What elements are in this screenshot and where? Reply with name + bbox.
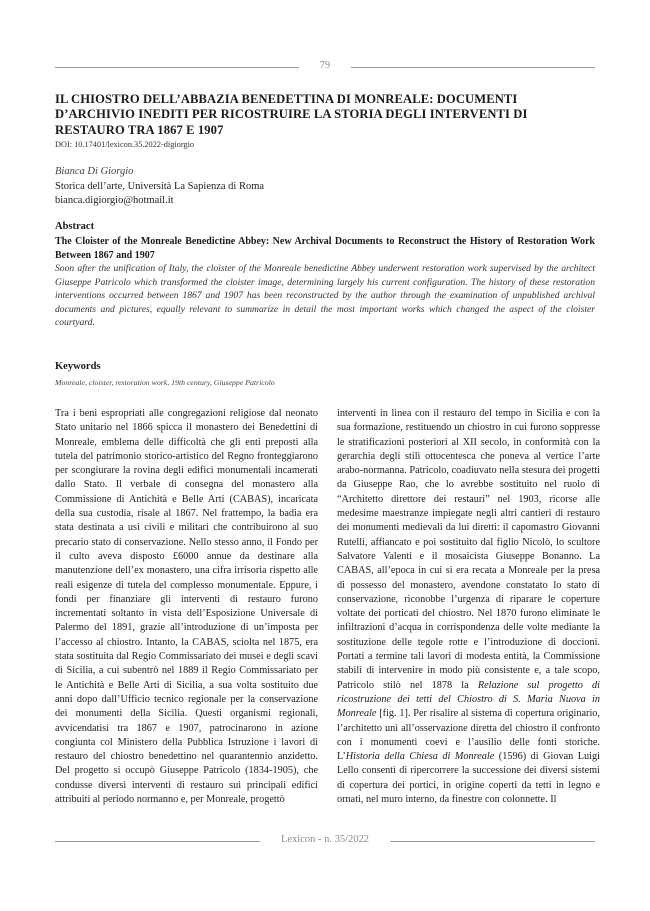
- cited-work-title: Historia della Chiesa di Monreale: [345, 751, 495, 763]
- body-text-segment: [fig. 1]. Per risalire al sistema di copertura originario, l’architetto unì all’osservazione diretta del chiostro il confronto con i monumenti coevi e l’ausilio delle fonti storiche. L’: [337, 708, 600, 763]
- author-affiliation: Storica dell’arte, Università La Sapienza di Roma: [55, 181, 265, 192]
- footer-rule-right: [390, 841, 595, 842]
- cited-work-title: Relazione sul progetto di ricostruzione dei tetti del Chiostro di S. Maria Nuova in Monreale: [337, 679, 600, 720]
- keywords-text: Monreale, cloister, restoration work, 19th century, Giuseppe Patricolo: [55, 378, 275, 387]
- keywords-heading: Keywords: [55, 361, 101, 372]
- abstract-title: The Cloister of the Monreale Benedictine Abbey: New Archival Documents to Reconstruct the History of Restoration Work Between 1867 and 1907: [55, 236, 595, 261]
- page-number: 79: [319, 60, 331, 71]
- header-rule-right: [351, 67, 595, 68]
- abstract-text: Soon after the unification of Italy, the cloister of the Monreale benedictine Abbey underwent restoration work supervised by the architect Giuseppe Patricolo which transformed the cloister image, determining largely his current configuration. The history of these restoration interventions occurred between 1867 and 1907 has been reconstructed by the author through the examination of unpublished archival documents and pictures, equally relevant to summarize in detail the most important works which changed the aspect of the cloister courtyard.: [55, 263, 595, 329]
- abstract-heading: Abstract: [55, 221, 95, 232]
- author-name: Bianca Di Giorgio: [55, 166, 134, 177]
- journal-footer: Lexicon - n. 35/2022: [280, 834, 370, 845]
- body-text-segment: interventi in linea con il restauro del tempo in Sicilia e con la sua formazione, restituendo un chiostro in cui furono soppresse le stratificazioni posteriori al XII secolo, in conformità con la gerarchia degli stili ottocentesca che poneva al vertice l’arte arabo-normanna. Patricolo, coadiuvato nella stesura dei progetti da Giuseppe Rao, che lo avrebbe sostituito nel ruolo di “Architetto direttore dei restauri” nel 1903, ricorse alle medesime maestranze impiegate negli altri cantieri di restauro dei monumenti medievali da lui diretti: il capomastro Giovanni Rutelli, affiancato e poi sostituito dal figlio Nicolò, lo scultore Salvatore Valenti e il mosaicista Giuseppe Bonanno. La CABAS, all’epoca in cui si era recata a Monreale per la presa di possesso del monastero, avendone constatato lo stato di conservazione, riconobbe l’urgenza di riparare le coperture voltate dei porticati del chiostro. Nel 1870 furono eliminate le infiltrazioni d’acqua in corrispondenza delle volte mediante la sostituzione delle tegole rotte e l’introduzione di doccioni. Portati a termine tali lavori di modesta entità, la Commissione stabilì di intervenire in modo più consistente e, a tale scopo, Patricolo stilò nel 1878 la: [337, 408, 600, 691]
- article-title: IL CHIOSTRO DELL’ABBAZIA BENEDETTINA DI MONREALE: DOCUMENTI D’ARCHIVIO INEDITI PER RICOSTRUIRE LA STORIA DEGLI INTERVENTI DI RESTAURO TRA 1867 E 1907: [55, 92, 528, 137]
- author-email: bianca.digiorgio@hotmail.it: [55, 195, 174, 206]
- page-header: [55, 60, 595, 74]
- body-column-right: [337, 407, 600, 807]
- body-column-left: Tra i beni espropriati alle congregazioni religiose dal neonato Stato unitario nel 1866 spicca il monastero dei Benedettini di Monreale, emblema delle difficoltà che gli enti preposti alla tutela del patrimonio storico-artistico del Regno fronteggiarono per scongiurare la rovina degli edifici monumentali incamerati dallo Stato. Il verbale di consegna del monastero alla Commissione di Antichità e Belle Arti (CABAS), incaricata della sua custodia, risale al 1867. Nel frattempo, la badia era stata destinata a usi civili e militari che contribuirono al suo precario stato di conservazione. Nello stesso anno, il Fondo per il culto aveva disposto £6000 annue da destinare alla manutenzione dell’ex monastero, una cifra irrisoria rispetto alle reali esigenze di tutela del complesso monumentale. Eppure, i fondi per finanziare gli interventi di restauro furono incrementati soltanto in vista dell’Esposizione Universale di Palermo del 1891, grazie all’introduzione di un’imposta per l’accesso al chiostro. Intanto, la CABAS, sciolta nel 1875, era stata sostituita dal Regio Commissariato dei musei e degli scavi di Sicilia, a cui subentrò nel 1889 il Regio Commissariato per le Antichità e Belle Arti di Sicilia, a sua volta sostituito due anni dopo dall’Ufficio tecnico regionale per la conservazione dei monumenti della Sicilia. Questi organismi regionali, avvicendatisi tra 1867 e 1907, patrocinarono in azione congiunta col Ministero della Pubblica Istruzione i lavori di restauro del chiostro benedettino nel quarantennio anzidetto. Del progetto si occupò Giuseppe Patricolo (1834-1905), che condusse diversi interventi di restauro sui principali edifici attribuiti al periodo normanno e, per Monreale, progettò: [55, 408, 318, 806]
- doi: DOI: 10.17401/lexicon.35.2022-digiorgio: [55, 140, 195, 149]
- body-text-segment: (1596) di Giovan Luigi Lello consentì di ripercorrere la successione dei diversi sistemi di copertura dei portici, in origine coperti da tetti in legno e ornati, nel muro interno, da finestre con colonnette. Il: [337, 751, 600, 806]
- page-footer: [55, 834, 595, 848]
